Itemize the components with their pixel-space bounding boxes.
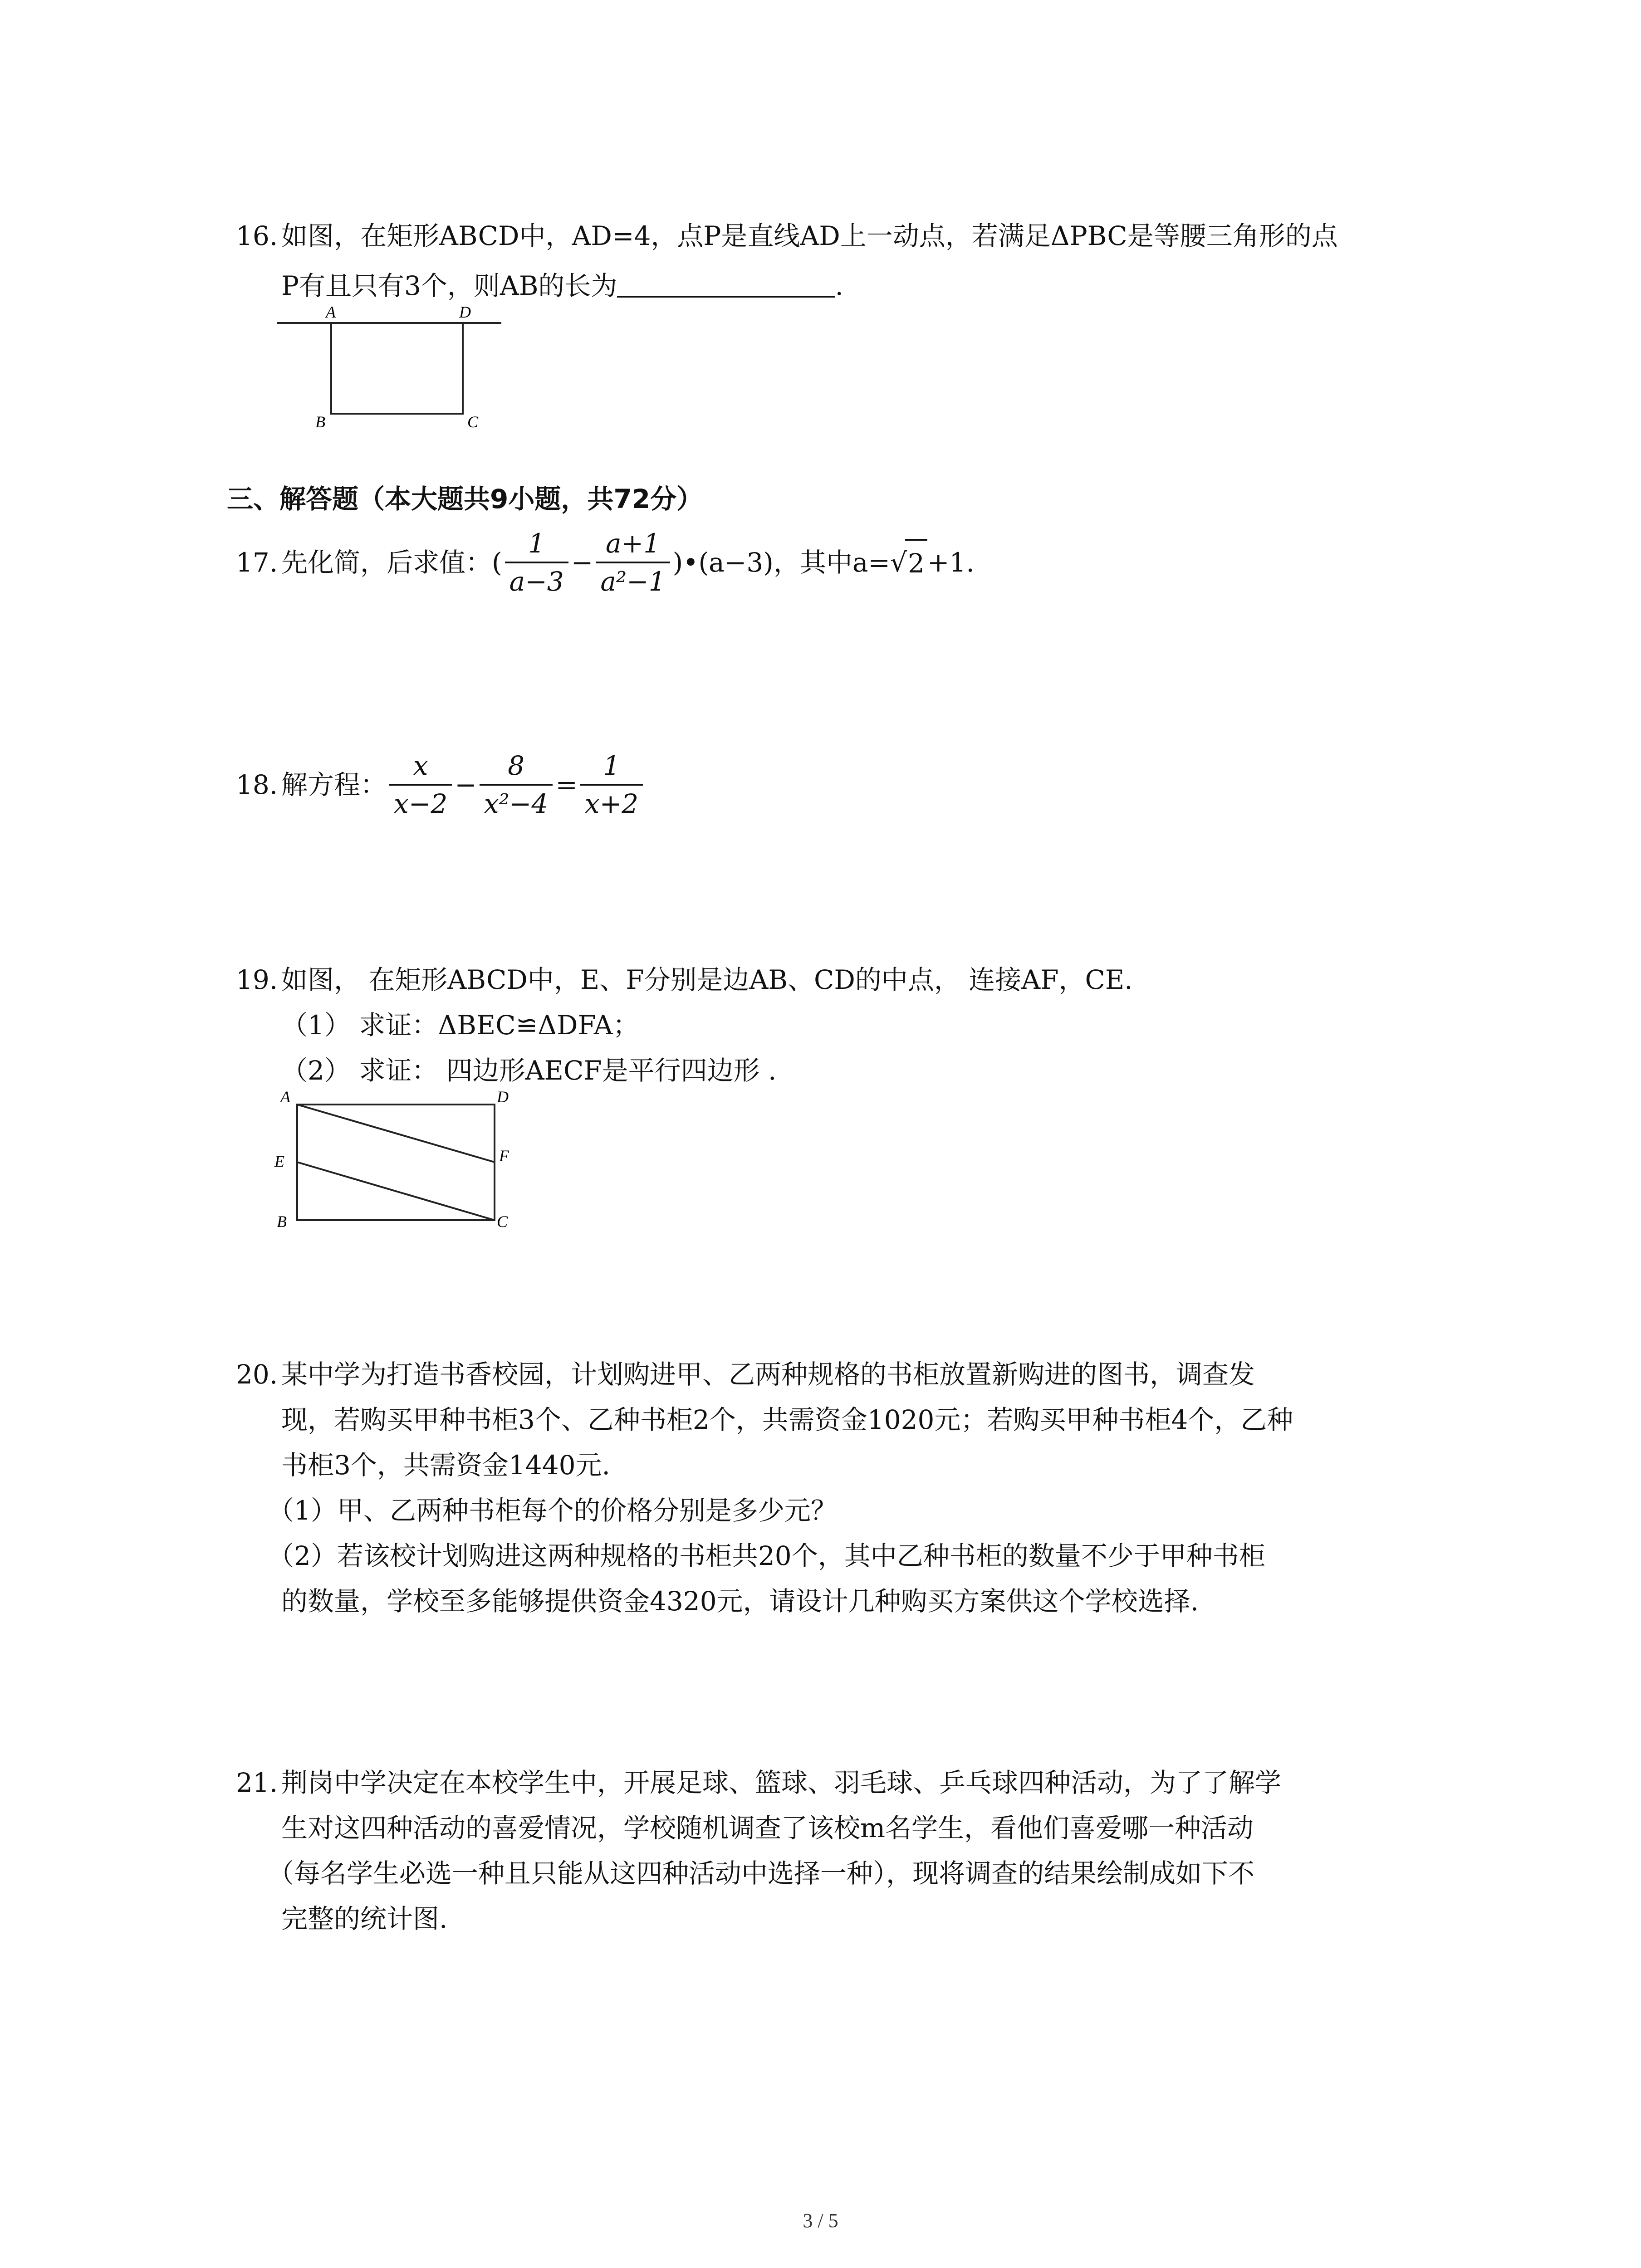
q18-prefix: 解方程： bbox=[281, 769, 387, 800]
q17-fraction-1 bbox=[505, 525, 568, 600]
q20-number: 20. bbox=[236, 1359, 278, 1390]
q20-line2: 现，若购买甲种书柜3个、乙种书柜2个，共需资金1020元；若购买甲种书柜4个，乙种 bbox=[281, 1404, 1293, 1435]
q18-fraction-1 bbox=[389, 748, 452, 822]
q16-line2-text: P有且只有3个，则AB的长为 bbox=[281, 270, 617, 301]
q19-label-b: B bbox=[277, 1212, 287, 1231]
q16-rect bbox=[331, 323, 463, 414]
q18-number: 18. bbox=[236, 769, 278, 800]
q20-part2: （2）若该校计划购进这两种规格的书柜共20个，其中乙种书柜的数量不少于甲种书柜 bbox=[268, 1540, 1265, 1571]
q18-f3-num: 1 bbox=[580, 748, 643, 786]
q17-number: 17. bbox=[236, 547, 278, 578]
q20-line1: 某中学为打造书香校园，计划购进甲、乙两种规格的书柜放置新购进的图书，调查发 bbox=[281, 1359, 1255, 1390]
q17-f2-den: a²−1 bbox=[600, 566, 666, 597]
q16-label-d: D bbox=[459, 304, 471, 321]
q19-label-d: D bbox=[497, 1089, 509, 1106]
q18-equation bbox=[281, 739, 646, 830]
q16-label-c: C bbox=[467, 413, 479, 431]
q19-rectangle-figure bbox=[272, 1089, 526, 1234]
q17-fraction-2 bbox=[596, 525, 670, 600]
q18-minus: − bbox=[455, 769, 477, 800]
q21-line2: 生对这四种活动的喜爱情况，学校随机调查了该校m名学生，看他们喜爱哪一种活动 bbox=[281, 1813, 1254, 1843]
q19-label-e: E bbox=[274, 1152, 284, 1170]
q19-line1: 如图， 在矩形ABCD中，E、F分别是边AB、CD的中点， 连接AF，CE. bbox=[281, 964, 1133, 995]
q17-f2-num: a+1 bbox=[596, 525, 670, 563]
q19-number: 19. bbox=[236, 964, 278, 995]
q19-segment-ec bbox=[297, 1162, 495, 1220]
q17-f1-den: a−3 bbox=[509, 566, 564, 597]
q17-suffix: +1. bbox=[927, 547, 975, 578]
q16-line1: 如图，在矩形ABCD中，AD=4，点P是直线AD上一动点，若满足ΔPBC是等腰三角形的点 bbox=[281, 220, 1338, 251]
q16-line2 bbox=[281, 263, 843, 308]
q21-line1: 荆岗中学决定在本校学生中，开展足球、篮球、羽毛球、乒乓球四种活动，为了了解学 bbox=[281, 1767, 1282, 1798]
q18-f3-den: x+2 bbox=[584, 788, 639, 819]
q18-equals: = bbox=[555, 769, 578, 800]
q19-part1: （1） 求证：ΔBEC≌ΔDFA； bbox=[281, 1010, 639, 1041]
q19-label-a: A bbox=[280, 1089, 290, 1106]
section-3-heading: 三、解答题（本大题共9小题，共72分） bbox=[227, 484, 703, 514]
q18-fraction-3 bbox=[580, 748, 643, 822]
q16-label-a: A bbox=[326, 304, 336, 321]
q18-f1-den: x−2 bbox=[394, 788, 448, 819]
q18-f2-num: 8 bbox=[480, 748, 553, 786]
q16-period: . bbox=[835, 270, 843, 301]
q20-line3: 书柜3个，共需资金1440元. bbox=[281, 1450, 610, 1481]
q16-rectangle-figure bbox=[272, 304, 508, 431]
q19-part2: （2） 求证： 四边形AECF是平行四边形 . bbox=[281, 1055, 777, 1086]
q16-answer-blank bbox=[617, 269, 835, 298]
q19-label-f: F bbox=[499, 1147, 509, 1165]
q19-segment-af bbox=[297, 1105, 495, 1162]
q18-fraction-2 bbox=[480, 748, 553, 822]
q17-minus: − bbox=[571, 547, 593, 578]
q17-expression bbox=[281, 517, 975, 608]
q17-f1-num: 1 bbox=[505, 525, 568, 563]
q21-line4: 完整的统计图. bbox=[281, 1903, 448, 1934]
q21-number: 21. bbox=[236, 1767, 278, 1798]
q21-line3: （每名学生必选一种且只能从这四种活动中选择一种），现将调查的结果绘制成如下不 bbox=[268, 1858, 1255, 1889]
q20-part1: （1）甲、乙两种书柜每个的价格分别是多少元？ bbox=[268, 1495, 837, 1526]
q17-mid: )•(a−3)，其中a= bbox=[672, 547, 891, 578]
q19-label-c: C bbox=[497, 1212, 508, 1231]
q18-f1-num: x bbox=[389, 748, 452, 786]
page-number: 3 / 5 bbox=[803, 2209, 838, 2232]
q16-label-b: B bbox=[315, 413, 325, 431]
q16-number: 16. bbox=[236, 220, 278, 251]
q20-line6: 的数量，学校至多能够提供资金4320元，请设计几种购买方案供这个学校选择. bbox=[281, 1586, 1199, 1617]
q17-prefix: 先化简，后求值：( bbox=[281, 547, 502, 578]
q18-f2-den: x²−4 bbox=[484, 788, 549, 819]
q17-sqrt-arg: 2 bbox=[905, 539, 927, 586]
q19-rect bbox=[297, 1105, 495, 1220]
q17-sqrt-sign: √ bbox=[890, 547, 907, 578]
